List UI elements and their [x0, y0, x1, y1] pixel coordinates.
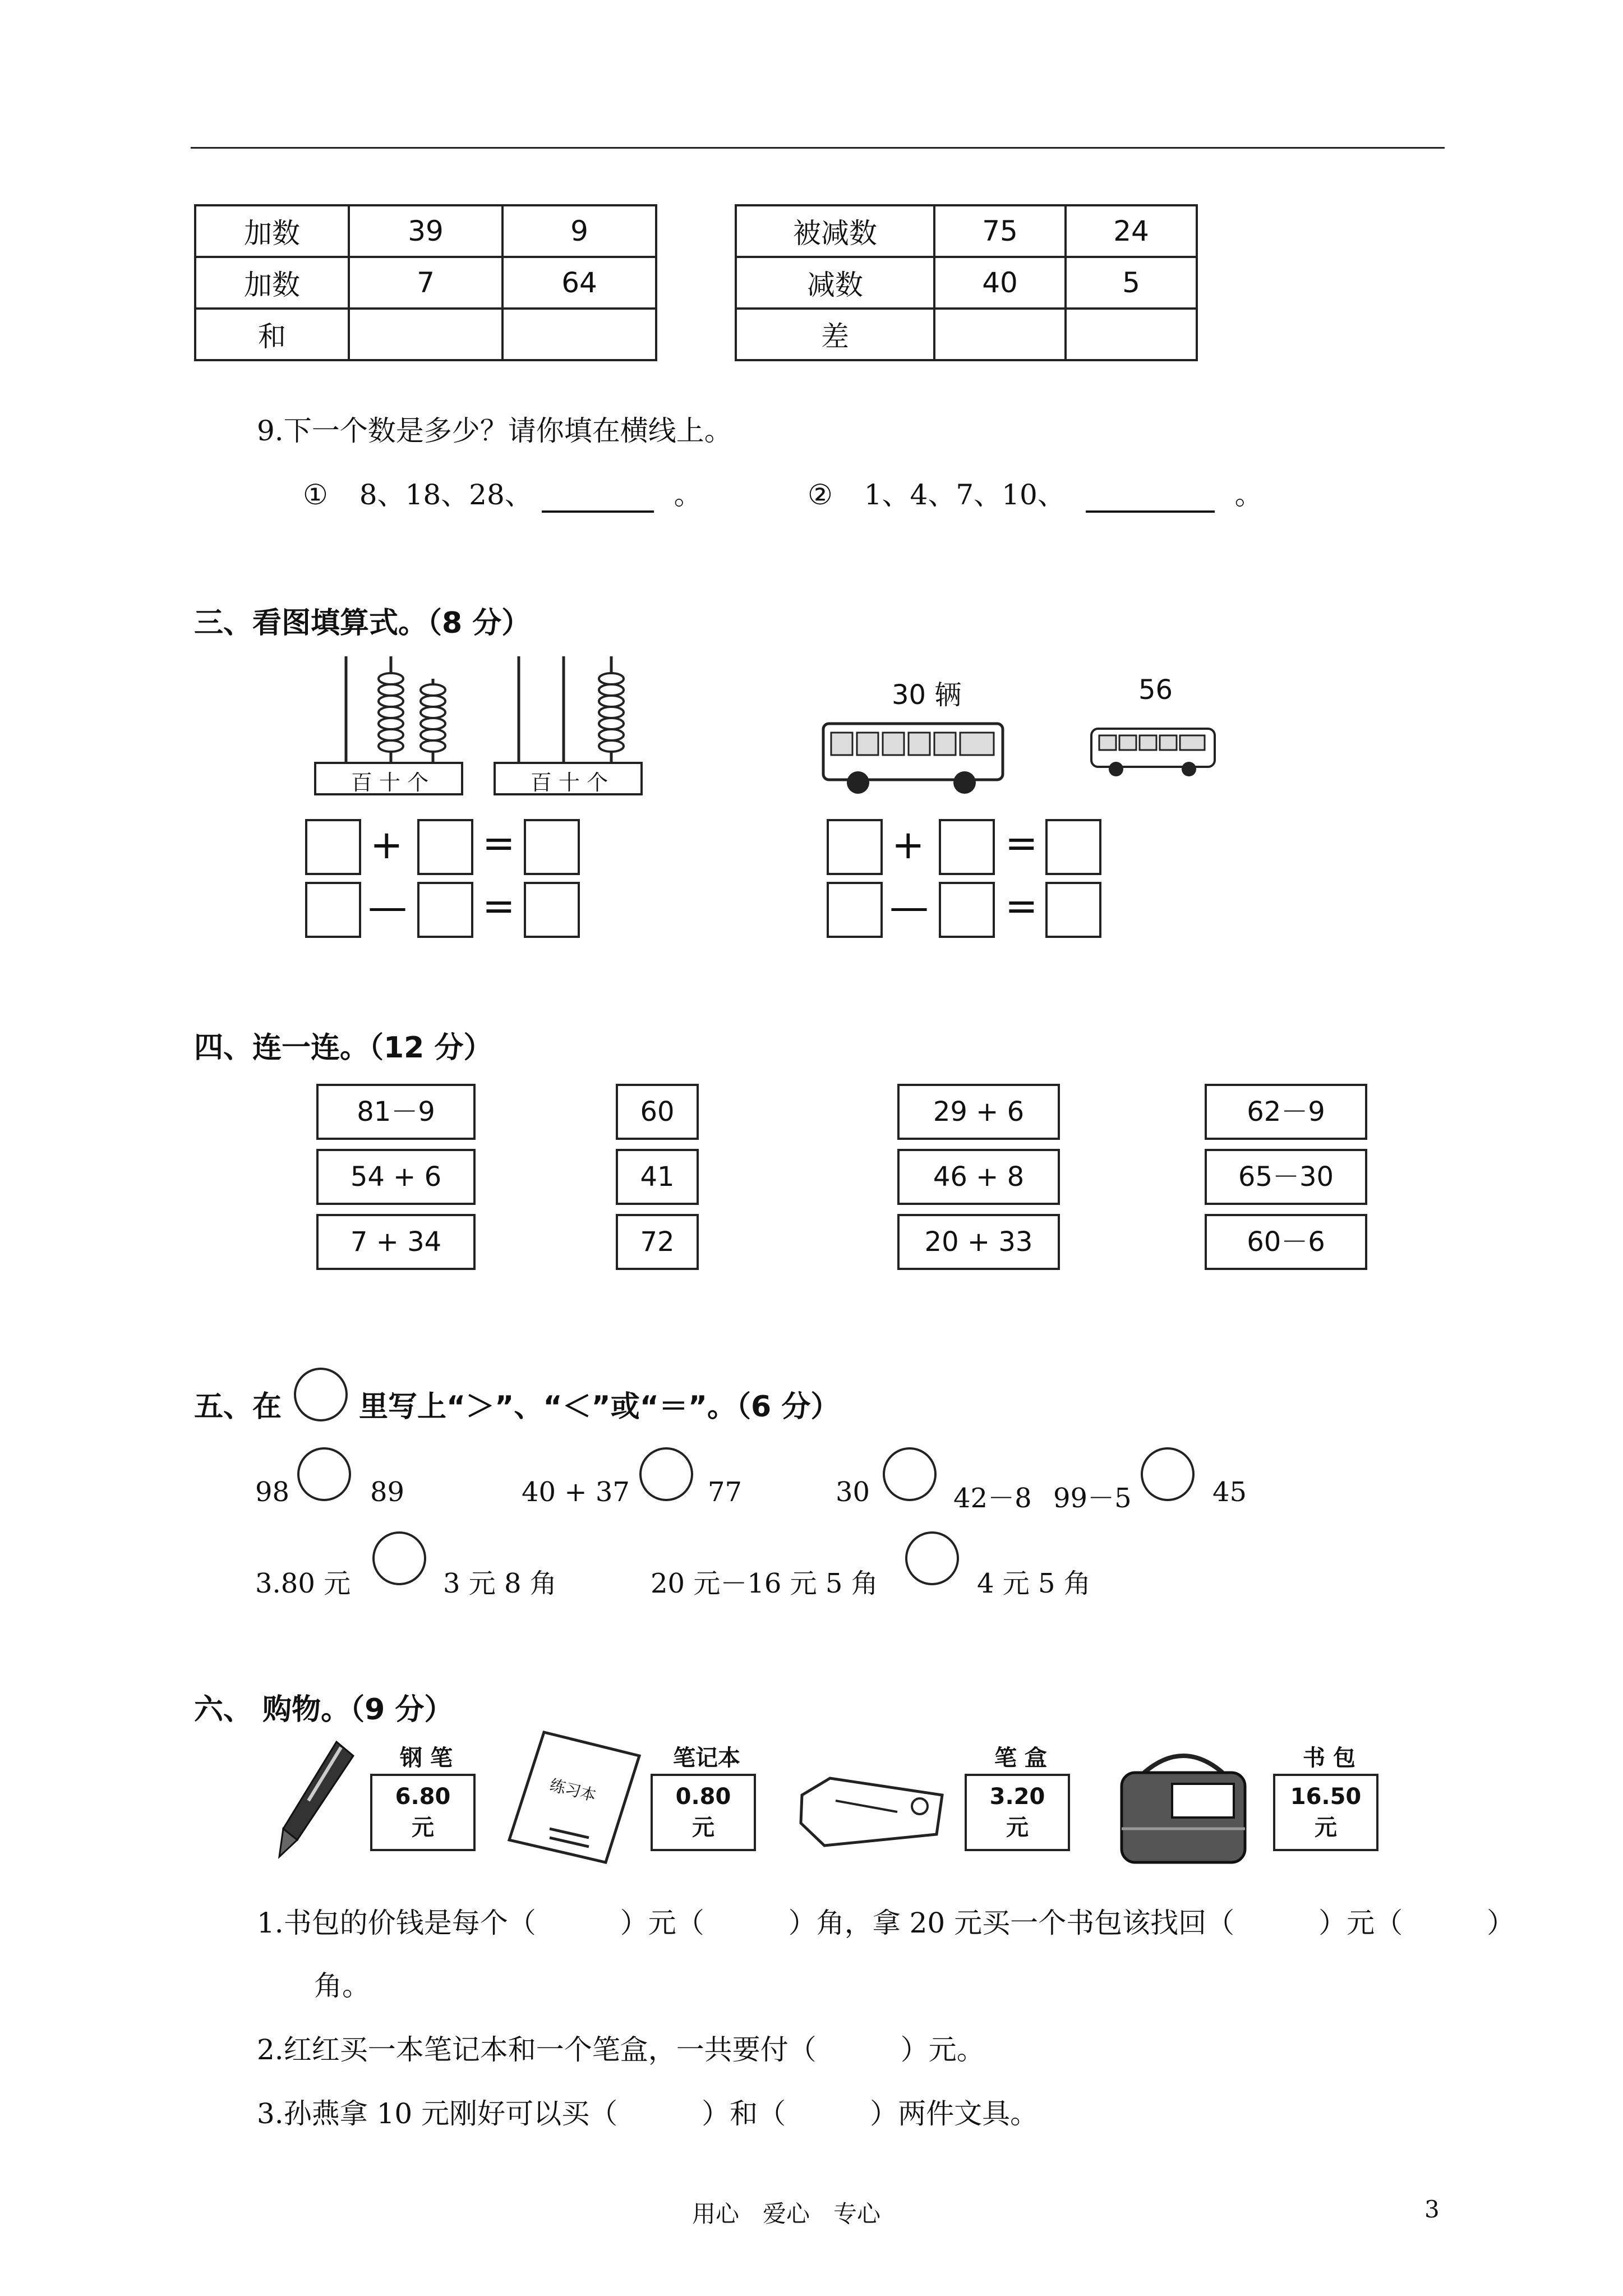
- table-cell: 差: [736, 309, 934, 360]
- match-card[interactable]: 65－30: [1205, 1149, 1367, 1205]
- compare-text: 99－5: [1053, 1483, 1132, 1514]
- page-number: 3: [1424, 2196, 1440, 2223]
- answer-cell[interactable]: [1066, 309, 1197, 360]
- table-cell: 和: [195, 309, 349, 360]
- plus-sign: +: [892, 822, 925, 868]
- table-cell: 5: [1066, 257, 1197, 309]
- price-unit: 元: [412, 1815, 434, 1841]
- table-cell: 减数: [736, 257, 934, 309]
- subtraction-table: [735, 204, 1198, 361]
- answer-box[interactable]: [939, 882, 995, 938]
- match-card[interactable]: 41: [616, 1149, 699, 1205]
- match-card[interactable]: 54 + 6: [316, 1149, 476, 1205]
- answer-box[interactable]: [305, 882, 361, 938]
- item-name: 书 包: [1303, 1745, 1355, 1771]
- compare-text: 89: [370, 1476, 405, 1508]
- compare-text: 45: [1212, 1476, 1247, 1508]
- example-circle: [294, 1368, 348, 1421]
- answer-cell[interactable]: [502, 309, 656, 360]
- table-cell: 加数: [195, 257, 349, 309]
- price-value: 16.50: [1290, 1784, 1362, 1810]
- compare-circle[interactable]: [372, 1531, 426, 1585]
- price-tag: [1273, 1774, 1378, 1851]
- answer-box[interactable]: [827, 819, 883, 875]
- compare-circle[interactable]: [297, 1447, 351, 1501]
- table-cell: 被减数: [736, 205, 934, 257]
- pen-icon: [275, 1739, 359, 1862]
- match-card[interactable]: 29 + 6: [897, 1084, 1060, 1140]
- item-name: 笔 盒: [994, 1745, 1047, 1771]
- match-card[interactable]: 62－9: [1205, 1084, 1367, 1140]
- price-value: 0.80: [675, 1784, 731, 1810]
- table-cell: 75: [934, 205, 1066, 257]
- section-3-heading: 三、看图填算式。（8 分）: [194, 606, 531, 640]
- compare-text: 20 元－16 元 5 角: [651, 1568, 878, 1599]
- section-4-heading: 四、连一连。（12 分）: [194, 1031, 493, 1065]
- match-card[interactable]: 7 + 34: [316, 1214, 476, 1270]
- footer-motto: 用心 爱心 专心: [692, 2200, 881, 2228]
- item-marker: ②: [808, 478, 833, 511]
- period: 。: [1234, 478, 1263, 511]
- abacus-1-label: 百 十 个: [351, 770, 429, 795]
- compare-text: 30: [836, 1476, 870, 1508]
- question-9-item-1: [303, 472, 702, 513]
- answer-box[interactable]: [939, 819, 995, 875]
- equals-sign: =: [482, 820, 515, 866]
- notebook-cover-text: 练习本: [547, 1775, 598, 1805]
- shopping-question-2: 2.红红买一本笔记本和一个笔盒，一共要付（ ）元。: [257, 2033, 985, 2066]
- abacus-2-label: 百 十 个: [530, 770, 608, 795]
- equals-sign: =: [482, 883, 515, 929]
- minus-sign: —: [368, 884, 407, 930]
- item-name: 钢 笔: [400, 1745, 453, 1771]
- schoolbag-icon: [1110, 1739, 1256, 1868]
- table-cell: 39: [349, 205, 502, 257]
- section-6-heading: 六、 购物。（9 分）: [194, 1693, 454, 1727]
- answer-box[interactable]: [1045, 882, 1101, 938]
- section-5-heading-a: 五、在: [194, 1390, 282, 1424]
- answer-cell[interactable]: [349, 309, 502, 360]
- compare-text: 3 元 8 角: [443, 1568, 557, 1599]
- equals-sign: =: [1005, 883, 1038, 929]
- table-cell: 24: [1066, 205, 1197, 257]
- addition-table: [194, 204, 657, 361]
- item-marker: ①: [303, 478, 328, 511]
- table-cell: 9: [502, 205, 656, 257]
- answer-blank[interactable]: [542, 488, 654, 513]
- answer-cell[interactable]: [934, 309, 1066, 360]
- answer-blank[interactable]: [1086, 488, 1215, 513]
- price-value: 6.80: [395, 1784, 451, 1810]
- sequence-text: 8、18、28、: [359, 478, 533, 511]
- equals-sign: =: [1005, 820, 1038, 866]
- compare-text: 77: [708, 1476, 743, 1508]
- price-tag: [370, 1774, 476, 1851]
- period: 。: [674, 478, 702, 511]
- big-bus-icon: [819, 712, 1015, 802]
- table-cell: 40: [934, 257, 1066, 309]
- bus-small-label: 56: [1138, 674, 1173, 706]
- answer-box[interactable]: [417, 882, 473, 938]
- compare-circle[interactable]: [639, 1447, 693, 1501]
- price-unit: 元: [1006, 1815, 1029, 1841]
- compare-text: 4 元 5 角: [977, 1568, 1091, 1599]
- compare-text: 42－8: [953, 1483, 1032, 1514]
- price-tag: [965, 1774, 1070, 1851]
- shopping-question-3: 3.孙燕拿 10 元刚好可以买（ ）和（ ）两件文具。: [257, 2097, 1039, 2130]
- pencil-case-icon: [796, 1773, 948, 1851]
- compare-circle[interactable]: [883, 1447, 937, 1501]
- shopping-question-1-end: 角。: [314, 1970, 370, 2002]
- compare-text: 98: [255, 1476, 290, 1508]
- answer-box[interactable]: [524, 819, 580, 875]
- answer-box[interactable]: [524, 882, 580, 938]
- compare-circle[interactable]: [905, 1531, 959, 1585]
- table-cell: 加数: [195, 205, 349, 257]
- question-9-title: 9.下一个数是多少？请你填在横线上。: [257, 415, 732, 447]
- header-rule: [191, 147, 1445, 149]
- plus-sign: +: [370, 822, 403, 868]
- answer-box[interactable]: [1045, 819, 1101, 875]
- price-unit: 元: [1315, 1815, 1337, 1841]
- match-card[interactable]: 60－6: [1205, 1214, 1367, 1270]
- answer-box[interactable]: [305, 819, 361, 875]
- compare-text: 3.80 元: [255, 1568, 351, 1599]
- sequence-text: 1、4、7、10、: [864, 478, 1066, 511]
- price-tag: [651, 1774, 756, 1851]
- item-name: 笔记本: [673, 1745, 740, 1771]
- compare-circle[interactable]: [1141, 1447, 1195, 1501]
- answer-box[interactable]: [417, 819, 473, 875]
- table-cell: 7: [349, 257, 502, 309]
- price-unit: 元: [692, 1815, 714, 1841]
- match-card[interactable]: 81－9: [316, 1084, 476, 1140]
- answer-box[interactable]: [827, 882, 883, 938]
- match-card[interactable]: 20 + 33: [897, 1214, 1060, 1270]
- match-card[interactable]: 72: [616, 1214, 699, 1270]
- match-card[interactable]: 46 + 8: [897, 1149, 1060, 1205]
- table-cell: 64: [502, 257, 656, 309]
- compare-text: 40 + 37: [522, 1476, 630, 1508]
- section-5-heading-b: 里写上“＞”、“＜”或“＝”。（6 分）: [359, 1390, 840, 1424]
- match-card[interactable]: 60: [616, 1084, 699, 1140]
- question-9-item-2: [808, 472, 1263, 513]
- bus-big-label: 30 辆: [892, 679, 962, 711]
- shopping-question-1: 1.书包的价钱是每个（ ）元（ ）角，拿 20 元买一个书包该找回（ ）元（ ）: [257, 1907, 1515, 1939]
- small-bus-icon: [1088, 721, 1223, 783]
- price-value: 3.20: [989, 1784, 1045, 1810]
- minus-sign: —: [889, 884, 929, 930]
